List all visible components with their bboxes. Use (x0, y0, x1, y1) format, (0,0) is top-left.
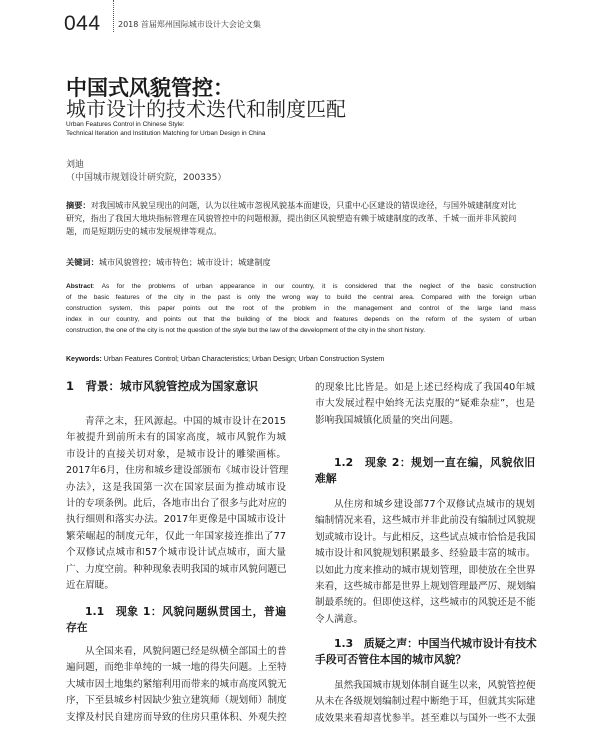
keywords-zh-text: 城市风貌管控；城市特色；城市设计；城建制度 (98, 257, 271, 267)
author-affiliation: （中国城市规划设计研究院，200335） (66, 173, 227, 183)
heading-line: 1.2 现象 2：规划一直在编，风貌依旧 (334, 456, 535, 469)
article-title: 中国式风貌管控： (66, 76, 234, 100)
abstract-en-line: construction, the one of the city is not the question of the style but the law of the development of the city in the short history. (66, 327, 426, 334)
heading-1-3 (315, 636, 535, 668)
left-column-p1 (66, 414, 289, 594)
paragraph-line: 从全国来看，风貌问题已经是纵横全部国土的普 (85, 646, 287, 657)
keywords-en (66, 355, 384, 365)
section-1-heading: 1 背景：城市风貌管控成为国家意识 (66, 379, 258, 393)
keywords-en-label: Keywords: (66, 356, 102, 363)
running-title: 2018 首届郑州国际城市设计大会论文集 (118, 20, 261, 29)
article-subtitle: 城市设计的技术迭代和制度匹配 (66, 97, 346, 121)
paragraph-line: 计的专项条例。此后，各地市出台了很多与此对应的 (66, 497, 287, 509)
paragraph-line: 城市设计和风貌规划积累最多、经验最丰富的城市。 (315, 548, 536, 560)
keywords-en-text: Urban Features Control; Urban Characteristics; Urban Design; Urban Construction System (101, 356, 385, 363)
page-number: 044 (64, 12, 101, 35)
heading-1-1 (66, 604, 286, 636)
english-title-line: Technical Iteration and Institution Matching for Urban Design in China (66, 129, 266, 137)
right-column-p3 (315, 678, 535, 727)
paragraph-line: 序，下至县城乡村因缺少独立建筑师（规划师）制度 (66, 695, 287, 707)
paragraph-line: 以如此力度来推动的城市规划管理，即使放在全世界 (315, 564, 536, 576)
english-title-line: Urban Features Control in Chinese Style: (66, 121, 185, 128)
paragraph-line: 虽然我国城市规划体制自诞生以来，风貌管控便 (334, 680, 536, 691)
header-divider (113, 0, 114, 32)
paragraph-line: 大城市因土地集约紧缩利用而带来的城市高度风貌无 (66, 678, 287, 690)
abstract-en (66, 281, 536, 336)
abstract-en-line: construction system, this paper points out the root of the problem in the management and control of the large land mass (66, 305, 536, 312)
heading-1-2 (315, 455, 535, 487)
paragraph-line: 年被提升到前所未有的国家高度，城市风貌作为城 (66, 432, 286, 444)
heading-line: 存在 (66, 621, 88, 634)
paragraph-line: 的现象比比皆是。如是上述已经构成了我国40年城 (315, 382, 535, 393)
paragraph-line: 青萍之末，狂风源起。中国的城市设计在2015 (85, 416, 286, 427)
author-name: 刘迪 (66, 160, 85, 170)
paragraph-line: 2017年6月，住房和城乡建设部颁布《城市设计管理 (66, 465, 289, 477)
paragraph-line: 市大发展过程中始终无法克服的“疑难杂症”，也是 (315, 398, 535, 410)
paragraph-line: 近在眉睫。 (66, 579, 114, 591)
paragraph-line: 从住房和城乡建设部77个双修试点城市的规划 (334, 499, 535, 510)
paragraph-line: 办法》，这是我国第一次在国家层面为推动城市设 (66, 481, 286, 493)
heading-line: 手段可否管住本国的城市风貌？ (315, 653, 467, 666)
paragraph-line: 从未在各级规划编制过程中断绝于耳，但就其实际建 (315, 696, 536, 708)
abstract-zh-label: 摘要： (66, 200, 91, 210)
paragraph-line: 成效果来看却喜忧参半。甚至难以与国外一些不太强 (315, 712, 536, 724)
paragraph-line: 来看，这些城市都是世界上规划管理最严厉、规划编 (315, 580, 536, 592)
paragraph-line: 遍问题，而绝非单纯的一城一地的得失问题。上至特 (66, 662, 287, 674)
left-column-p2 (66, 644, 286, 726)
paragraph-line: 个双修试点城市和57个城市设计试点城市，面大量 (66, 547, 286, 559)
paragraph-line: 令人满意。 (315, 613, 363, 625)
right-column-p2 (315, 497, 535, 628)
paragraph-line: 划或城市设计。与此相反，这些试点城市恰恰是我国 (315, 531, 536, 543)
keywords-zh (66, 257, 271, 268)
abstract-zh-line: 研究，指出了我国大地块指标管理在风貌管控中的问题根源，提出街区风貌塑造有赖于城建制度的改革、千城一面并非风貌问 (66, 213, 517, 223)
right-column-p1 (315, 380, 535, 429)
paragraph-line: 市设计的直接关切对象，是城市设计的雕梁画栋。 (66, 448, 286, 460)
english-title (66, 121, 265, 138)
paragraph-line: 编制情况来看，这些城市并非此前没有编制过风貌规 (315, 515, 536, 527)
paragraph-line: 支撑及村民自建房而导致的住房只重体积、外观失控 (66, 711, 287, 723)
paragraph-line: 广、力度空前。种种现象表明我国的城市风貌问题已 (66, 563, 287, 575)
heading-line: 1.3 质疑之声：中国当代城市设计有技术 (334, 637, 537, 650)
heading-line: 1.1 现象 1：风貌问题纵贯国土，普遍 (85, 605, 286, 618)
heading-line: 难解 (315, 472, 337, 485)
abstract-zh-line: 对我国城市风貌呈现出的问题，认为以往城市忽视风貌基本面建设，只重中心区建设的错误途径，与国外城建制度对比 (90, 200, 517, 210)
paragraph-line: 制最系统的。但即使这样，这些城市的风貌还是不能 (315, 597, 536, 609)
paragraph-line: 执行细则和落实办法。2017年更像是中国城市设计 (66, 514, 286, 526)
paragraph-line: 繁荣崛起的制度元年，仅此一年国家接连推出了77 (66, 530, 286, 542)
abstract-en-line: index in our country, and points out that the building of the block and features depends on the reform of the system of urban (66, 316, 536, 323)
abstract-zh (66, 199, 536, 238)
author-block (66, 159, 226, 185)
paragraph-line: 影响我国城镇化质量的突出问题。 (315, 414, 459, 426)
abstract-en-line: : As for the problems of urban appearance in our country, it is considered that the neglect of the basic construction (92, 283, 536, 290)
keywords-zh-label: 关键词： (66, 257, 99, 267)
abstract-en-label: Abstract (66, 283, 93, 290)
abstract-en-line: of the basic features of the city in the past is only the wrong way to build the central area. Compared with the foreign urban (66, 294, 536, 301)
abstract-zh-line: 题，而是短期历史的城市发展规律等观点。 (66, 226, 222, 236)
